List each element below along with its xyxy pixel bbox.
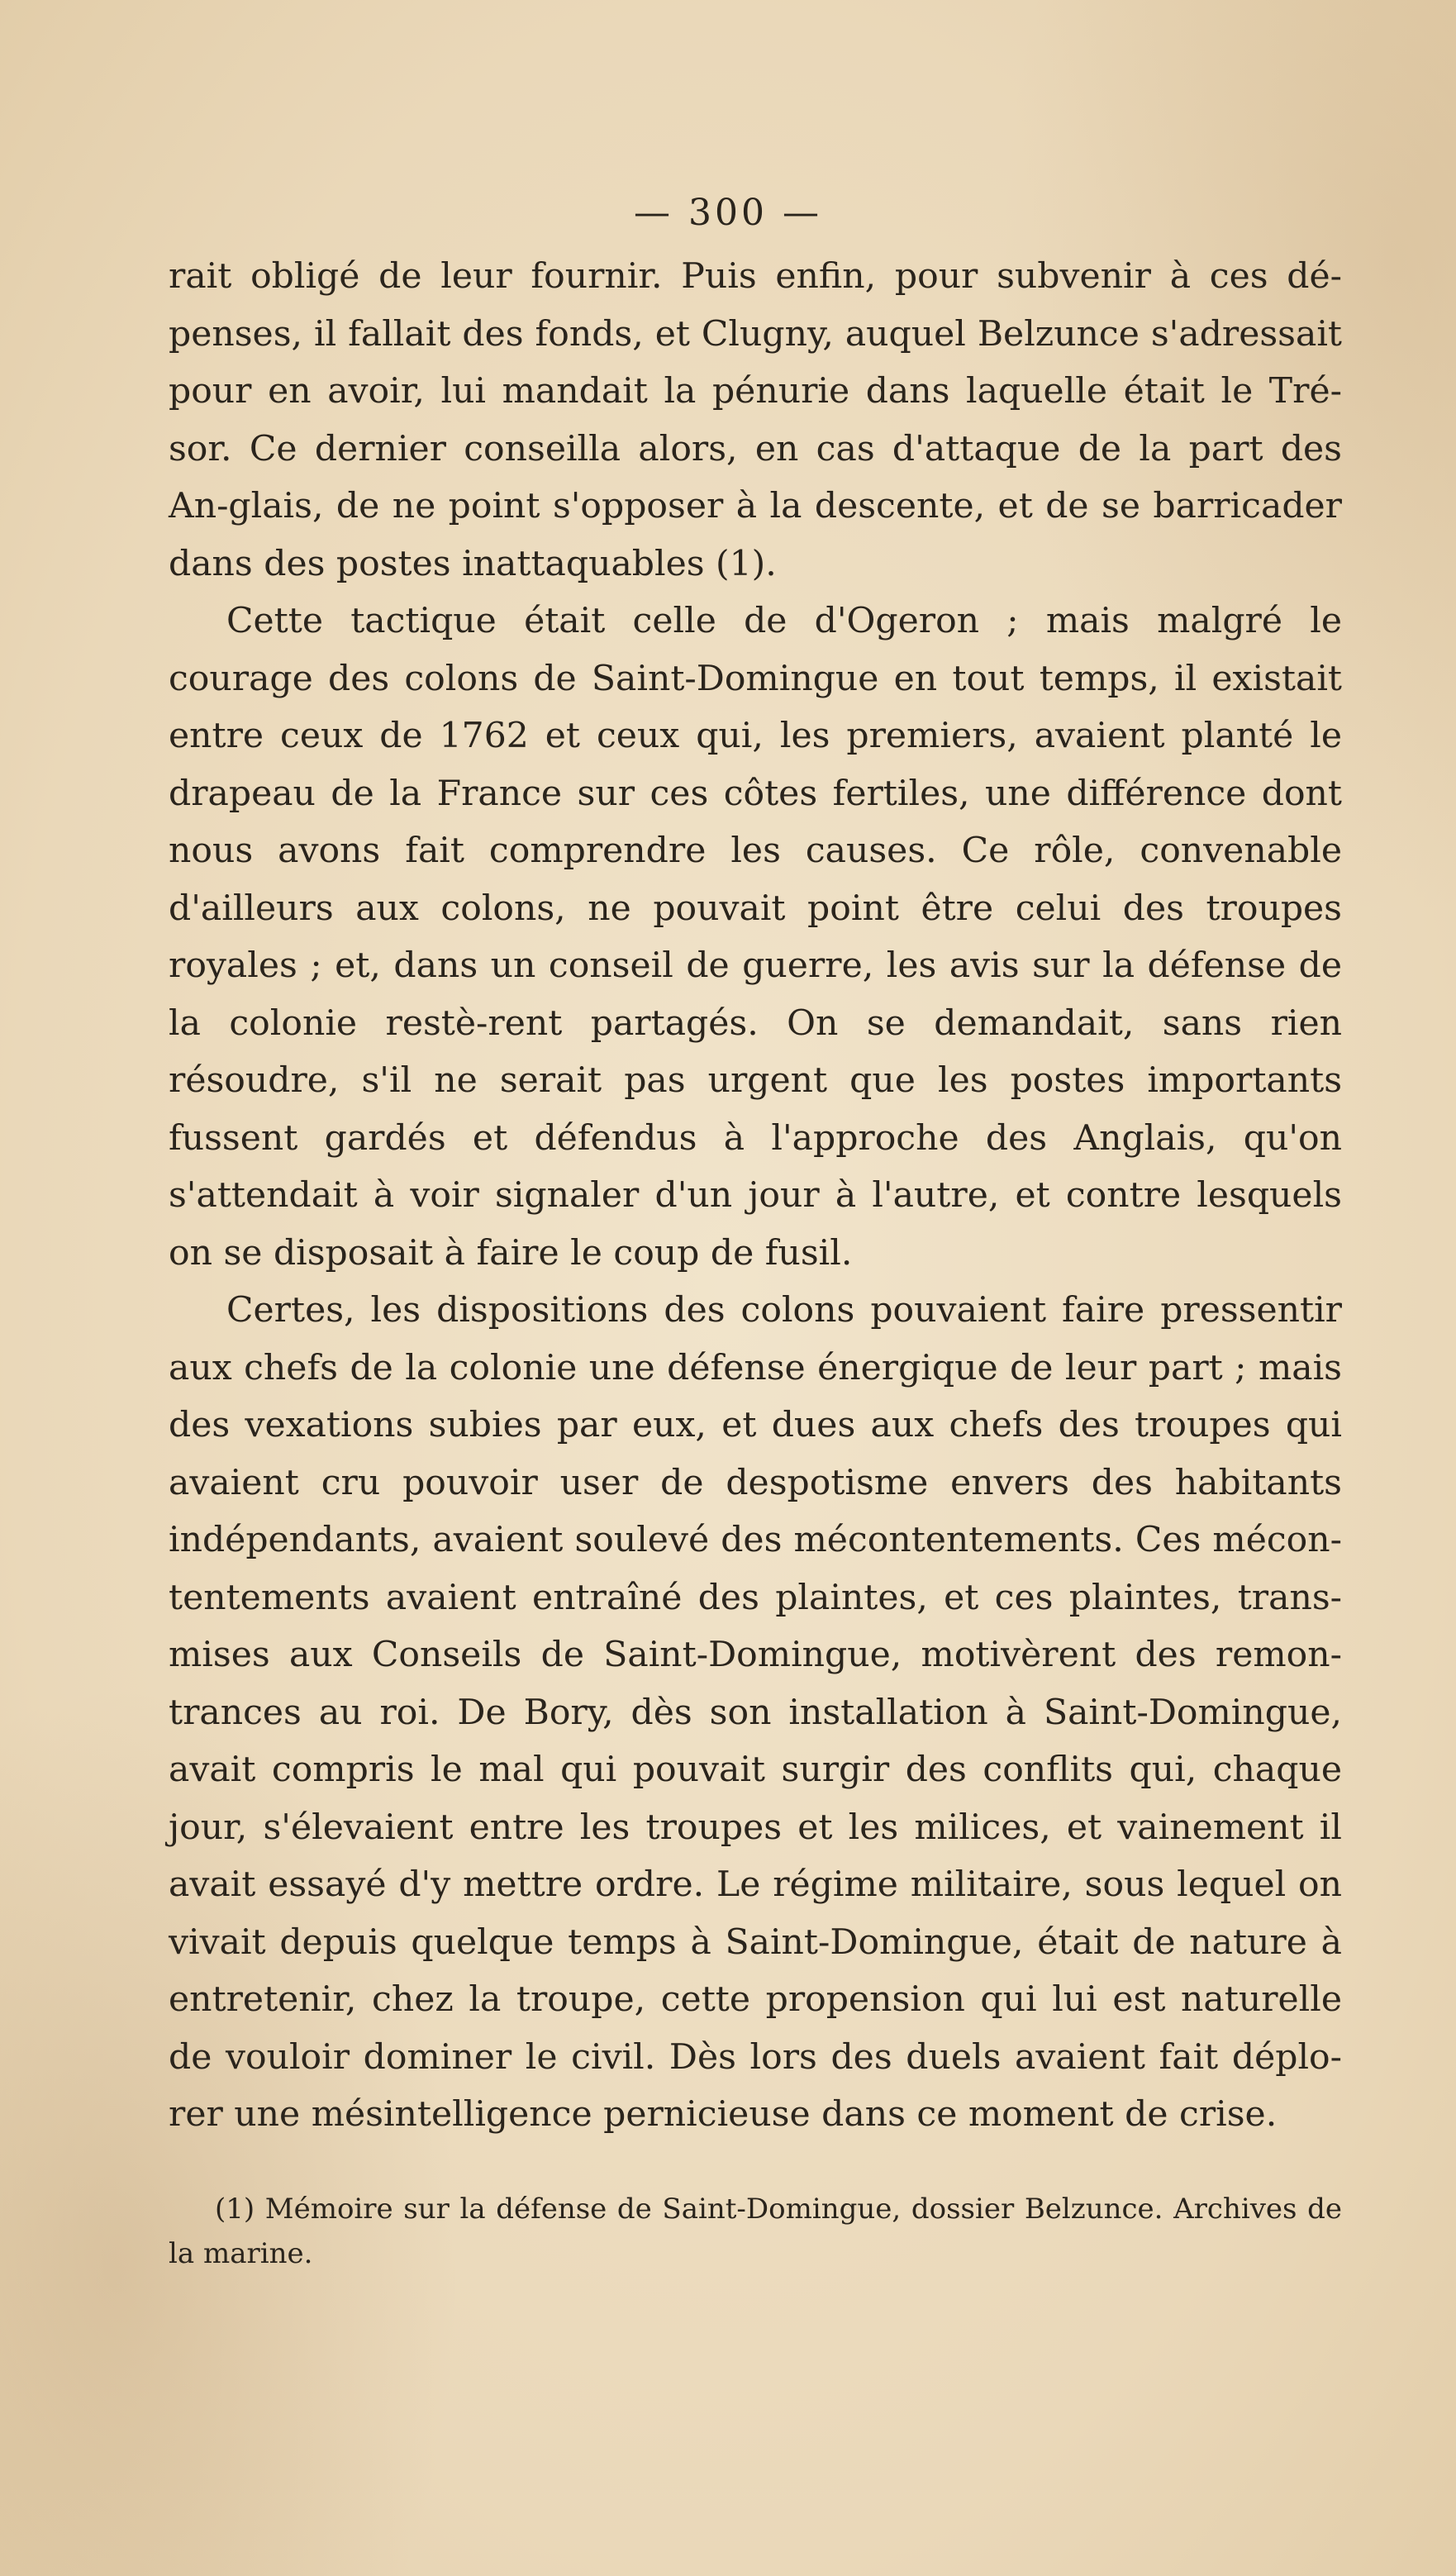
paragraph-3: Certes, les dispositions des colons pouvaient faire pressentir aux chefs de la colonie une défense énergique de leur part ; mais des vexations subies par eux, et dues aux chefs des troupes qui avaient cru pouvoir user de despotisme envers des habitants indépendants, avaient soulevé des mécontentements. Ces mécon-tentements avaient entraîné des plaintes, et ces plaintes, trans-mises aux Conseils de Saint-Domingue, motivèrent des remon-trances au roi. De Bory, dès son installation à Saint-Domingue, avait compris le mal qui pouvait surgir des conflits qui, chaque jour, s'élevaient entre les troupes et les milices, et vainement il avait essayé d'y mettre ordre. Le régime militaire, sous lequel on vivait depuis quelque temps à Saint-Domingue, était de nature à entretenir, chez la troupe, cette propension qui lui est naturelle de vouloir dominer le civil. Dès lors des duels avaient fait déplo-rer une mésintelligence pernicieuse dans ce moment de crise. (169, 1290, 1342, 2135)
paragraph-1: rait obligé de leur fournir. Puis enfin, pour subvenir à ces dé-penses, il fallait des fonds, et Clugny, auquel Belzunce s'adressait pour en avoir, lui mandait la pénurie dans laquelle était le Tré-sor. Ce dernier conseilla alors, en cas d'attaque de la part des An-glais, de ne point s'opposer à la descente, et de se barricader dans des postes inattaquables (1). (169, 256, 1342, 584)
paragraph-2: Cette tactique était celle de d'Ogeron ; mais malgré le courage des colons de Saint-Domingue en tout temps, il existait entre ceux de 1762 et ceux qui, les premiers, avaient planté le drapeau de la France sur ces côtes fertiles, une différence dont nous avons fait comprendre les causes. Ce rôle, convenable d'ailleurs aux colons, ne pouvait point être celui des troupes royales ; et, dans un conseil de guerre, les avis sur la défense de la colonie restè-rent partagés. On se demandait, sans rien résoudre, s'il ne serait pas urgent que les postes importants fussent gardés et défendus à l'approche des Anglais, qu'on s'attendait à voir signaler d'un jour à l'autre, et contre lesquels on se disposait à faire le coup de fusil. (169, 601, 1342, 1274)
body-text (169, 248, 1342, 2144)
footnote: (1) Mémoire sur la défense de Saint-Domingue, dossier Belzunce. Archives de la marine. (169, 2193, 1342, 2270)
page-number: — 300 — (634, 192, 822, 234)
